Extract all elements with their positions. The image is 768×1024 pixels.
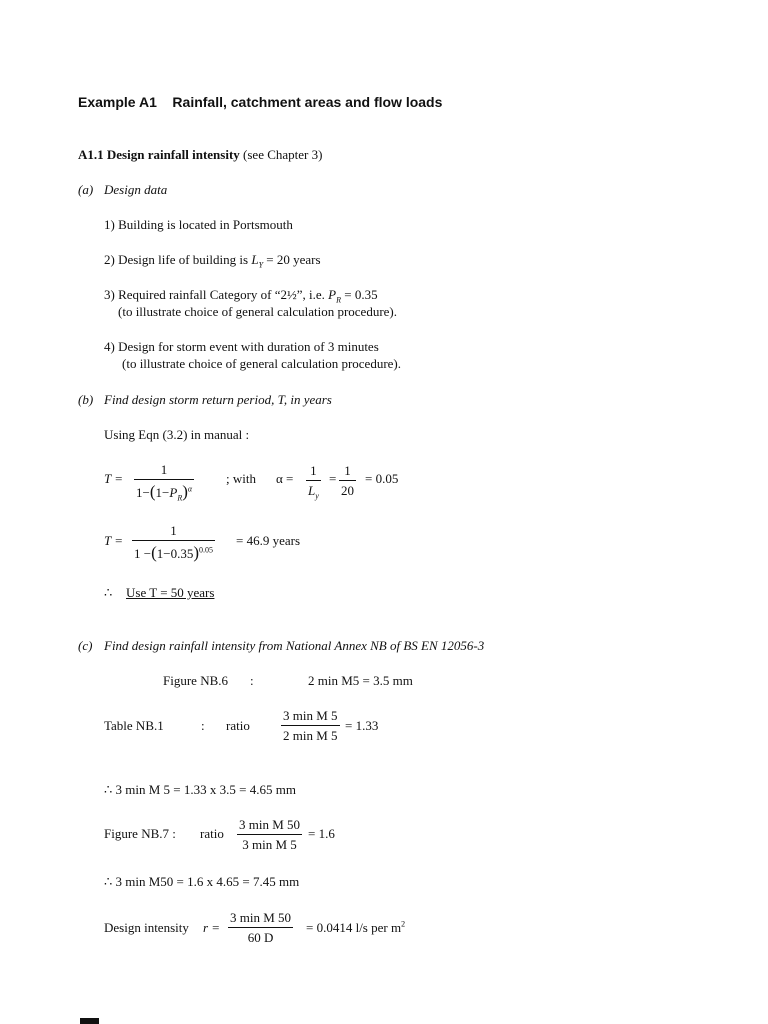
ratio2-result: = 1.6	[308, 826, 335, 841]
calc-3min-m5: ∴ 3 min M 5 = 1.33 x 3.5 = 4.65 mm	[104, 782, 296, 797]
eq1-equals: =	[329, 471, 337, 486]
design-item-2: 2) Design life of building is $L_Y = 20$ years	[104, 252, 321, 270]
part-b-label: (b)	[78, 392, 94, 407]
eq1-alpha: α =	[276, 471, 294, 486]
eq1-numerator: 1	[160, 462, 168, 477]
section-a1-1-note: (see Chapter 3)	[243, 147, 323, 162]
example-title: Rainfall, catchment areas and flow loads	[172, 94, 443, 110]
eq2-lhs: T =	[104, 533, 124, 548]
design-item-4: 4) Design for storm event with duration of 3 minutes	[104, 339, 379, 354]
eq1-alpha-fraction-2: 1 20	[341, 463, 354, 498]
design-item-1: 1) Building is located in Portsmouth	[104, 217, 293, 232]
part-b-title: Find design storm return period, T, in years	[104, 392, 332, 407]
design-intensity-label: Design intensity	[104, 920, 189, 935]
calc-3min-m50: ∴ 3 min M50 = 1.6 x 4.65 = 7.45 mm	[104, 874, 300, 889]
part-a-label: (a)	[78, 182, 94, 197]
conclusion-therefore: ∴	[104, 585, 113, 600]
design-intensity-r: r =	[203, 920, 221, 935]
eq1-result: = 0.05	[365, 471, 399, 486]
part-c-title: Find design rainfall intensity from National Annex NB of BS EN 12056-3	[104, 638, 485, 653]
example-number: Example A1	[78, 94, 157, 110]
figure-nb6-value: 2 min M5 = 3.5 mm	[308, 673, 413, 688]
part-b-intro: Using Eqn (3.2) in manual :	[104, 427, 250, 442]
life-symbol: $L_Y$	[251, 252, 264, 270]
ratio1-fraction: 3 min M 5 2 min M 5	[283, 708, 338, 743]
ratio2-fraction: 3 min M 50 3 min M 5	[239, 817, 301, 852]
figure-nb7-ratio: ratio	[200, 826, 224, 841]
table-nb1-colon: :	[201, 718, 205, 733]
eq1-alpha-fraction-1: 1 $L_y$	[308, 463, 319, 501]
eq1-fraction	[134, 462, 194, 503]
page-edge-mark	[80, 1018, 99, 1024]
design-item-3-note: (to illustrate choice of general calculation procedure).	[118, 304, 398, 319]
design-intensity-result: = 0.0414 l/s per $m^2$	[306, 919, 406, 935]
table-nb1-ratio: ratio	[226, 718, 250, 733]
part-a-title: Design data	[104, 182, 168, 197]
eq1-denominator: $1-(1-P_R)^\alpha$	[136, 482, 193, 503]
intensity-fraction: 3 min M 50 60 D	[230, 910, 292, 945]
part-c-label: (c)	[78, 638, 93, 653]
eq2-result: = 46.9 years	[236, 533, 301, 548]
figure-nb7-label: Figure NB.7 :	[104, 826, 176, 841]
section-a1-1-label: A1.1 Design rainfall intensity	[78, 147, 240, 162]
eq1-lhs: T =	[104, 471, 124, 486]
example-heading	[78, 95, 442, 109]
ratio1-result: = 1.33	[345, 718, 379, 733]
pr-symbol: $P_R$	[328, 287, 342, 305]
life-value: = 20 years	[266, 252, 321, 267]
eq2-denominator: $1 -(1-0.35)^{0.05}$	[134, 543, 214, 562]
eq2-numerator: 1	[170, 523, 177, 538]
pr-value: = 0.35	[344, 287, 378, 302]
eq1-with: ; with	[226, 471, 256, 486]
figure-nb6-colon: :	[250, 673, 254, 688]
conclusion-use-t: Use T = 50 years	[126, 585, 215, 600]
table-nb1-label: Table NB.1	[104, 718, 164, 733]
section-a1-1-heading	[78, 148, 322, 161]
design-item-4-note: (to illustrate choice of general calculation procedure).	[122, 356, 402, 371]
eq2-fraction	[132, 524, 215, 561]
figure-nb6-label: Figure NB.6	[163, 673, 228, 688]
design-item-3: 3) Required rainfall Category of “2½”, i.e. $P_R = 0.35$	[104, 287, 378, 305]
